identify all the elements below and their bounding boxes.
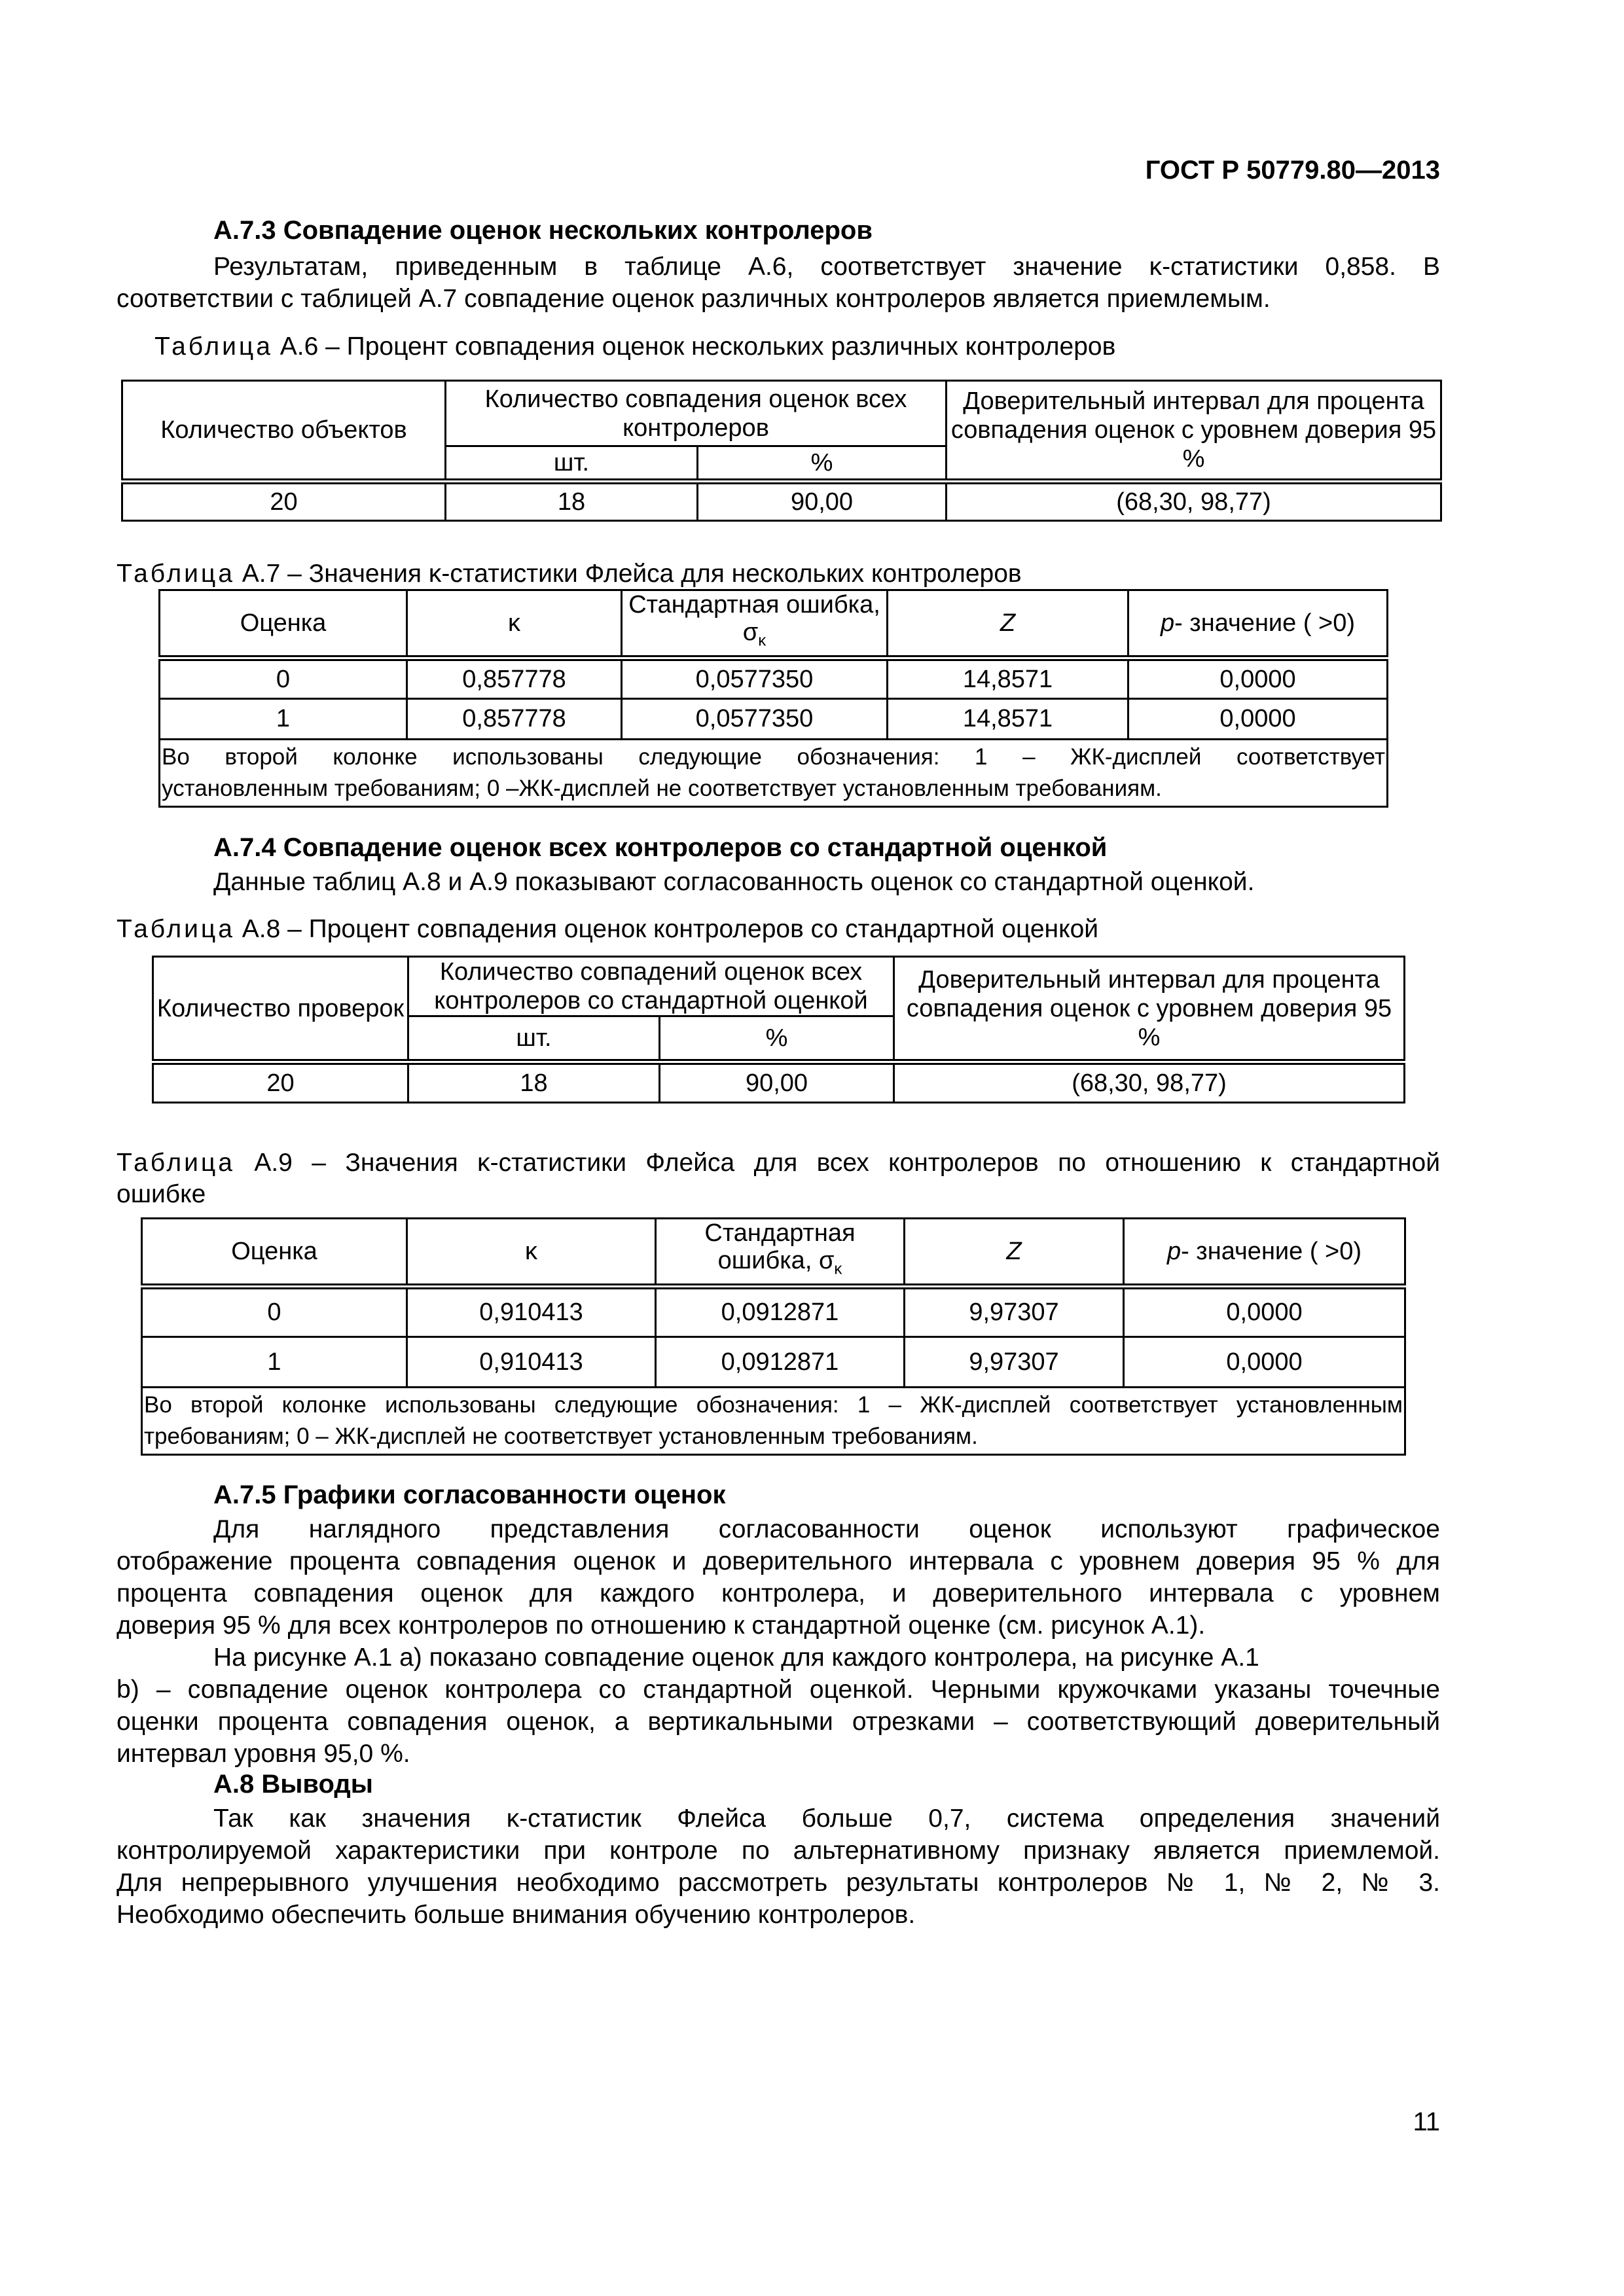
- cell: (68,30, 98,77): [947, 482, 1441, 521]
- header-cell: Оценка: [142, 1219, 407, 1287]
- paragraph-a75-1-line3: процента совпадения оценок для каждого контролера, и доверительного интервала с уровнем: [117, 1579, 1440, 1607]
- note-line1: Во второй колонке использованы следующие обозначения: 1 – ЖК-дисплей соответствует: [162, 744, 1385, 770]
- cell: 0,0912871: [656, 1336, 905, 1387]
- section-title-a75: А.7.5 Графики согласованности оценок: [213, 1480, 726, 1509]
- note-line1: Во второй колонке использованы следующие обозначения: 1 – ЖК-дисплей соответствует установленным: [144, 1391, 1403, 1418]
- paragraph-a8-line1: Так как значения κ-статистик Флейса больше 0,7, система определения значений: [213, 1804, 1440, 1833]
- caption-text: А.8 – Процент совпадения оценок контролеров со стандартной оценкой: [242, 915, 1099, 943]
- page-number: 11: [1413, 2108, 1440, 2136]
- caption-text: А.6 – Процент совпадения оценок нескольких различных контролеров: [280, 332, 1116, 361]
- table-row: [160, 658, 1388, 698]
- cell: 1: [160, 698, 407, 739]
- header-cell: Количество проверок: [153, 957, 408, 1062]
- cell: 20: [122, 482, 446, 521]
- cell: 20: [153, 1062, 408, 1103]
- paragraph-a8-line4: Необходимо обеспечить больше внимания обучению контролеров.: [117, 1901, 916, 1929]
- cell: 14,8571: [888, 698, 1128, 739]
- header-cell: Доверительный интервал для процента совпадения оценок с уровнем доверия 95 %: [894, 957, 1405, 1062]
- table-a8-caption: [117, 913, 1098, 945]
- paragraph-a74: Данные таблиц А.8 и А.9 показывают согласованность оценок со стандартной оценкой.: [213, 868, 1255, 896]
- caption-label: Таблица: [117, 560, 235, 588]
- cell: 0: [160, 658, 407, 698]
- caption-text: А.7 – Значения κ-статистики Флейса для нескольких контролеров: [242, 560, 1022, 588]
- paragraph-a75-1-line4: доверия 95 % для всех контролеров по отношению к стандартной оценке (см. рисунок А.1).: [117, 1611, 1206, 1640]
- header-cell: Количество совпадений оценок всех контролеров со стандартной оценкой: [408, 957, 894, 1016]
- paragraph-a73-line1: Результатам, приведенным в таблице А.6, соответствует значение κ-статистики 0,858. В: [213, 253, 1440, 281]
- cell: 0,857778: [407, 658, 622, 698]
- paragraph-a75-2-line1: На рисунке А.1 а) показано совпадение оценок для каждого контролера, на рисунке А.1: [213, 1643, 1259, 1672]
- cell: 0,910413: [407, 1286, 656, 1336]
- table-row: [142, 1336, 1405, 1387]
- cell: 0,0000: [1124, 1336, 1405, 1387]
- header-cell: κ: [407, 590, 622, 658]
- cell: 0,0912871: [656, 1286, 905, 1336]
- table-row: [142, 1286, 1405, 1336]
- cell: 0,0000: [1128, 698, 1388, 739]
- paragraph-a75-2-line2: b) – совпадение оценок контролера со стандартной оценкой. Черными кружочками указаны точечные: [117, 1676, 1440, 1704]
- note-line2: требованиям; 0 – ЖК-дисплей не соответствует установленным требованиям.: [144, 1423, 978, 1449]
- header-cell: шт.: [446, 446, 698, 482]
- cell: 90,00: [660, 1062, 894, 1103]
- table-a6: [121, 380, 1442, 522]
- section-title-a8: А.8 Выводы: [213, 1770, 373, 1799]
- header-cell: Доверительный интервал для процента совпадения оценок с уровнем доверия 95 %: [947, 381, 1441, 482]
- cell: 0,0577350: [622, 658, 888, 698]
- paragraph-a8-line3: Для непрерывного улучшения необходимо рассмотреть результаты контролеров № 1, № 2, № 3.: [117, 1869, 1440, 1897]
- header-cell: Оценка: [160, 590, 407, 658]
- table-a9-caption-line1: [117, 1147, 1440, 1179]
- table-a7: [158, 589, 1388, 808]
- header-cell: p- значение ( >0): [1124, 1219, 1405, 1287]
- cell: 14,8571: [888, 658, 1128, 698]
- paragraph-a8-line2: контролируемой характеристики при контроле по альтернативному признаку является приемлемой.: [117, 1837, 1440, 1865]
- header-cell: Стандартная ошибка, $\sigma_\kappa$: [622, 590, 888, 658]
- header-cell: Количество совпадения оценок всех контролеров: [446, 381, 947, 446]
- table-a6-caption: [154, 331, 1115, 363]
- cell: 0,0577350: [622, 698, 888, 739]
- header-cell: Z: [905, 1219, 1124, 1287]
- paragraph-a75-2-line4: интервал уровня 95,0 %.: [117, 1740, 410, 1768]
- header-cell: Z: [888, 590, 1128, 658]
- table-a9-caption-line2: ошибке: [117, 1180, 206, 1208]
- table-note: [142, 1387, 1405, 1454]
- cell: (68,30, 98,77): [894, 1062, 1405, 1103]
- paragraph-a73-line2: соответствии с таблицей А.7 совпадение оценок различных контролеров является приемлемым.: [117, 285, 1271, 313]
- cell: 0,0000: [1124, 1286, 1405, 1336]
- cell: 18: [446, 482, 698, 521]
- header-cell: κ: [407, 1219, 656, 1287]
- cell: 0: [142, 1286, 407, 1336]
- table-row: [160, 698, 1388, 739]
- cell: 1: [142, 1336, 407, 1387]
- table-a7-caption: [117, 558, 1022, 590]
- caption-label: Таблица: [117, 915, 235, 943]
- table-note: [160, 739, 1388, 806]
- table-row: [153, 1062, 1405, 1103]
- table-a8: [152, 956, 1405, 1103]
- header-cell: p- значение ( >0): [1128, 590, 1388, 658]
- cell: 90,00: [698, 482, 947, 521]
- header-cell: Количество объектов: [122, 381, 446, 482]
- header-cell: Стандартная ошибка, $\sigma_\kappa$: [656, 1219, 905, 1287]
- header-cell: шт.: [408, 1016, 660, 1062]
- note-line2: установленным требованиям; 0 –ЖК-дисплей не соответствует установленным требованиям.: [162, 775, 1162, 801]
- paragraph-a75-2-line3: оценки процента совпадения оценок, а вертикальными отрезками – соответствующий доверительный: [117, 1708, 1440, 1736]
- caption-text: А.9 – Значения κ-статистики Флейса для всех контролеров по отношению к стандартной: [254, 1149, 1440, 1177]
- table-row: [122, 482, 1441, 521]
- paragraph-a75-1-line2: отображение процента совпадения оценок и доверительного интервала с уровнем доверия 95 % для: [117, 1547, 1440, 1575]
- caption-label: Таблица: [154, 332, 273, 361]
- cell: 9,97307: [905, 1336, 1124, 1387]
- cell: 9,97307: [905, 1286, 1124, 1336]
- caption-label: Таблица: [117, 1149, 235, 1177]
- cell: 18: [408, 1062, 660, 1103]
- header-cell: %: [698, 446, 947, 482]
- paragraph-a75-1-line1: Для наглядного представления согласованности оценок используют графическое: [213, 1515, 1440, 1543]
- document-id: ГОСТ Р 50779.80—2013: [1145, 156, 1440, 185]
- table-a9: [141, 1217, 1406, 1456]
- cell: 0,910413: [407, 1336, 656, 1387]
- cell: 0,857778: [407, 698, 622, 739]
- header-cell: %: [660, 1016, 894, 1062]
- cell: 0,0000: [1128, 658, 1388, 698]
- section-title-a73: А.7.3 Совпадение оценок нескольких контролеров: [213, 216, 873, 245]
- section-title-a74: А.7.4 Совпадение оценок всех контролеров со стандартной оценкой: [213, 833, 1108, 862]
